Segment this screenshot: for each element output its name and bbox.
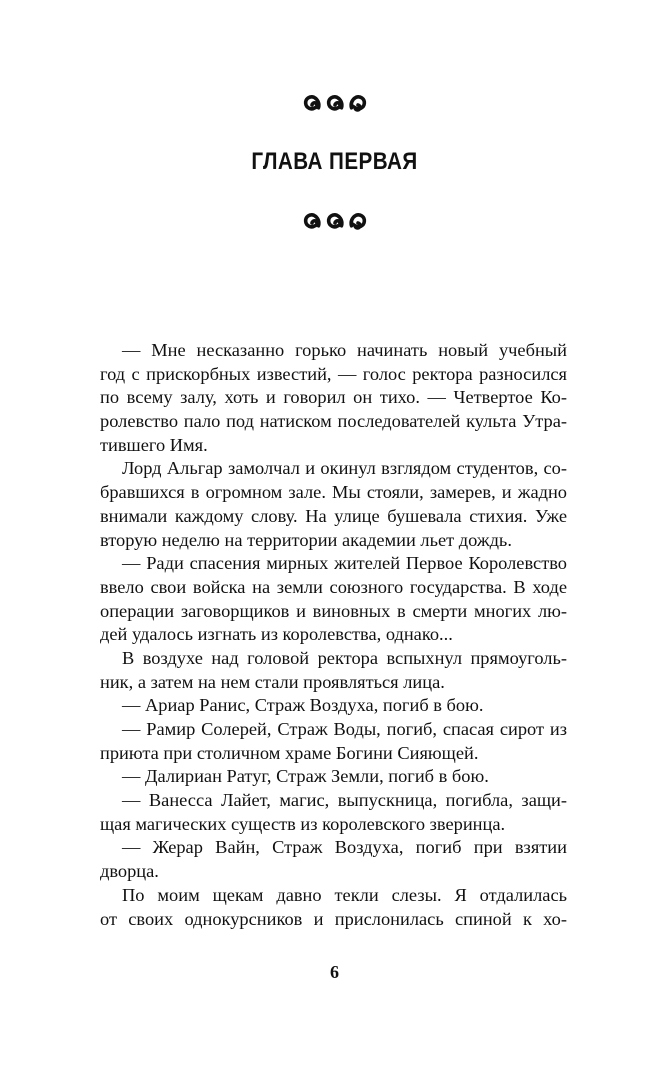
text-line: По моим щекам давно текли слезы. Я отдалилась [122,884,567,905]
text-line: Лорд Альгар замолчал и окинул взглядом студентов, со- [122,458,567,479]
text-line: — Ванесса Лайет, магис, выпускница, погибла, защи- [122,790,567,811]
text-line: щая магических существ из королевского зверинца. [100,813,506,834]
ornament-top [0,90,669,120]
text-line: год с прискорбных известий, — голос ректора разносился [100,363,567,384]
text-line: В воздухе над головой ректора вспыхнул прямоуголь- [122,647,567,668]
text-line: по всему залу, хоть и говорил он тихо. — Четвертое Ко- [100,387,567,408]
text-line: ролевство пало под натиском последователей культа Утра- [100,411,567,432]
text-line: операции заговорщиков и виновных в смерти многих лю- [100,600,567,621]
chapter-title: ГЛАВА ПЕРВАЯ [251,148,418,175]
text-line: — Рамир Солерей, Страж Воды, погиб, спасая сирот из [122,719,567,739]
text-line: от своих однокурсников и прислонилась спиной к хо- [100,908,567,929]
text-line: ник, а затем на нем стали проявляться лица. [100,671,445,692]
text-line: ввело свои войска на земли союзного государства. В ходе [100,576,567,597]
text-line: тившего Имя. [100,434,208,455]
text-line: — Далириан Ратуг, Страж Земли, погиб в бою. [122,766,489,787]
text-line: дворца. [100,861,159,882]
text-line: внимали каждому слову. На улице бушевала стихия. Уже [100,505,567,526]
text-line: — Мне несказанно горько начинать новый учебный [122,340,567,360]
body-text [100,339,567,931]
text-line: — Ради спасения мирных жителей Первое Королевство [122,553,567,574]
text-line: — Ариар Ранис, Страж Воздуха, погиб в бою. [122,695,484,716]
text-line: вторую неделю на территории академии льет дождь. [100,529,512,550]
triple-spiral-ornament-icon [300,90,370,120]
text-line: приюта при столичном храме Богини Сияющей. [100,742,479,763]
triple-spiral-ornament-icon [300,208,370,238]
ornament-bottom [0,208,669,238]
page-number: 6 [330,962,339,982]
text-line: — Жерар Вайн, Страж Воздуха, погиб при взятии [122,837,567,858]
text-line: бравшихся в огромном зале. Мы стояли, замерев, и жадно [100,482,567,503]
text-line: дей удалось изгнать из королевства, однако... [100,624,453,645]
